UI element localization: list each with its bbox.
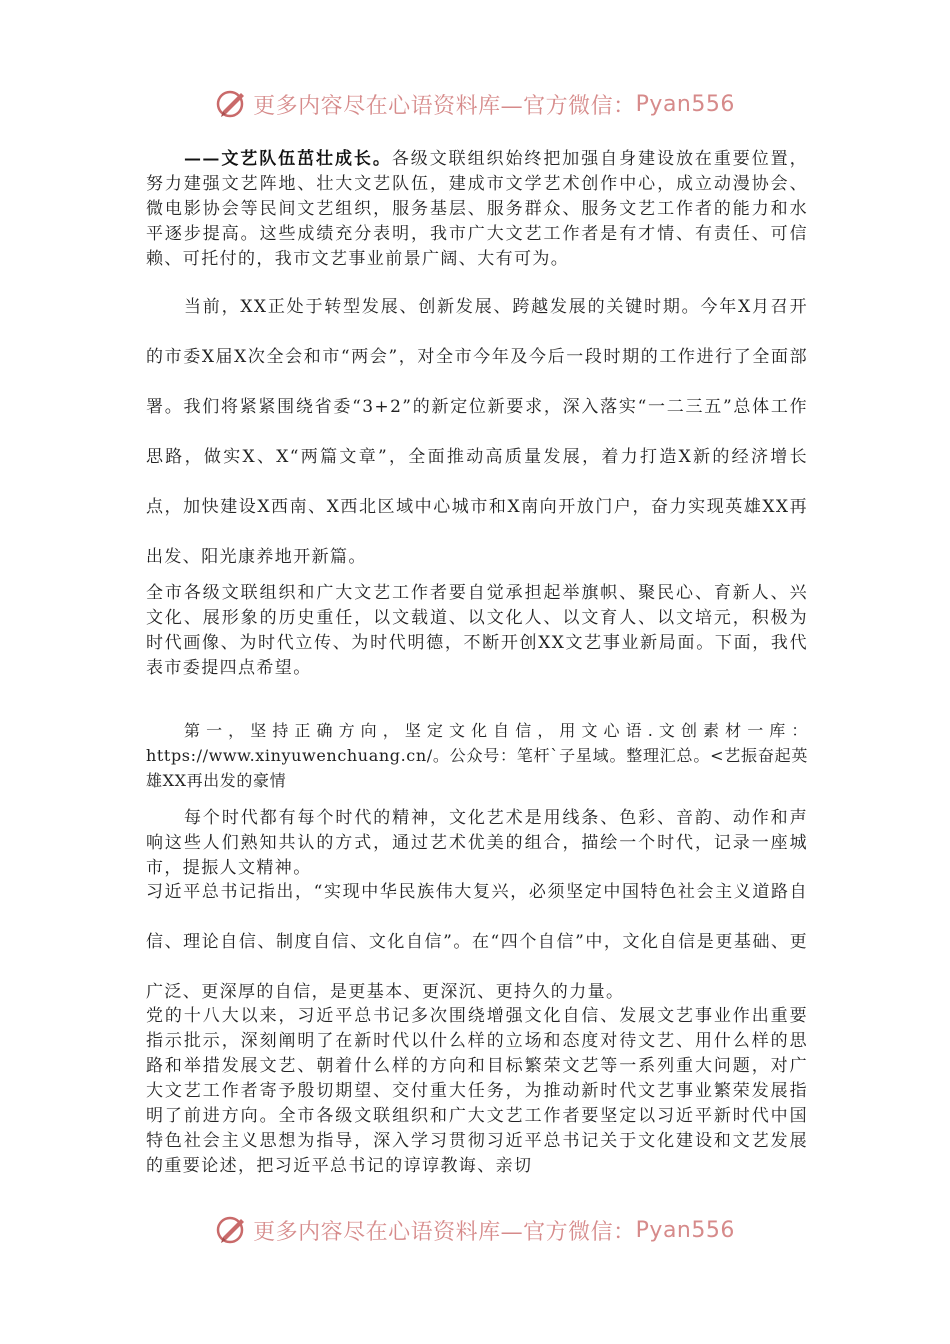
- paragraph-text: 各级文联组织始终把加强自身建设放在重要位置，努力建强文艺阵地、壮大文艺队伍，建成市文学艺术创作中心，成立动漫协会、微电影协会等民间文艺组织，服务基层、服务群众、服务文艺工作者的能力和水平逐步提高。这些成绩充分表明，我市广大文艺工作者是有才情、有责任、可信赖、可托付的，我市文艺事业前景广阔、大有可为。: [146, 149, 808, 269]
- paragraph-first-point: [146, 718, 808, 793]
- paragraph-current-period: [146, 282, 808, 582]
- paragraph-text: 当前，XX正处于转型发展、创新发展、跨越发展的关键时期。今年X月召开的市委X届X次全会和市“两会”，对全市今年及今后一段时期的工作进行了全面部署。我们将紧紧围绕省委“3+2”的新定位新要求，深入落实“一二三五”总体工作思路，做实X、X“两篇文章”，全面推动高质量发展，着力打造X新的经济增长点，加快建设X西南、X西北区域中心城市和X南向开放门户，奋力实现英雄XX再出发、阳光康养地开新篇。: [146, 297, 808, 567]
- paragraph-text: 党的十八大以来，习近平总书记多次围绕增强文化自信、发展文艺事业作出重要指示批示，深刻阐明了在新时代以什么样的立场和态度对待文艺、用什么样的思路和举措发展文艺、朝着什么样的方向和目标繁荣文艺等一系列重大问题，对广大文艺工作者寄予殷切期望、交付重大任务，为推动新时代文艺事业繁荣发展指明了前进方向。全市各级文联组织和广大文艺工作者要坚定以习近平新时代中国特色社会主义思想为指导，深入学习贯彻习近平总书记关于文化建设和文艺发展的重要论述，把习近平总书记的谆谆教诲、亲切: [146, 1006, 808, 1176]
- paragraph-era-spirit-loose: [146, 867, 808, 1017]
- paragraph-current-period-cont: [146, 581, 808, 681]
- paragraph-text: 第一，坚持正确方向，坚定文化自信，用文心语.文创素材一库：https://www.xinyuwenchuang.cn/。公众号：笔杆`子星域。整理汇总。<艺振奋起英雄XX再出发的豪情: [146, 721, 808, 790]
- paragraph-era-spirit-cont: [146, 1004, 808, 1179]
- header-watermark-banner: [0, 82, 950, 126]
- banner-text: 更多内容尽在心语资料库—官方微信：: [253, 1219, 636, 1245]
- pen-logo-icon: [215, 1213, 249, 1247]
- paragraph-artist-team: [146, 147, 808, 272]
- paragraph-text: 全市各级文联组织和广大文艺工作者要自觉承担起举旗帜、聚民心、育新人、兴文化、展形象的历史重任，以文载道、以文化人、以文育人、以文培元，积极为时代画像、为时代立传、为时代明德，不断开创XX文艺事业新局面。下面，我代表市委提四点希望。: [146, 583, 808, 678]
- banner-wechat-id: Pyan556: [635, 91, 735, 117]
- paragraph-lead-heading: ——文艺队伍茁壮成长。: [184, 149, 392, 169]
- banner-wechat-id: Pyan556: [635, 1217, 735, 1243]
- paragraph-text: 习近平总书记指出，“实现中华民族伟大复兴，必须坚定中国特色社会主义道路自信、理论自信、制度自信、文化自信”。在“四个自信”中，文化自信是更基础、更广泛、更深厚的自信，是更基本、更深沉、更持久的力量。: [146, 882, 808, 1002]
- banner-text: 更多内容尽在心语资料库—官方微信：: [253, 93, 636, 119]
- footer-watermark-banner: [0, 1208, 950, 1252]
- paragraph-text: 每个时代都有每个时代的精神，文化艺术是用线条、色彩、音韵、动作和声响这些人们熟知共认的方式，通过艺术优美的组合，描绘一个时代，记录一座城市，提振人文精神。: [146, 808, 808, 878]
- pen-logo-icon: [215, 87, 249, 121]
